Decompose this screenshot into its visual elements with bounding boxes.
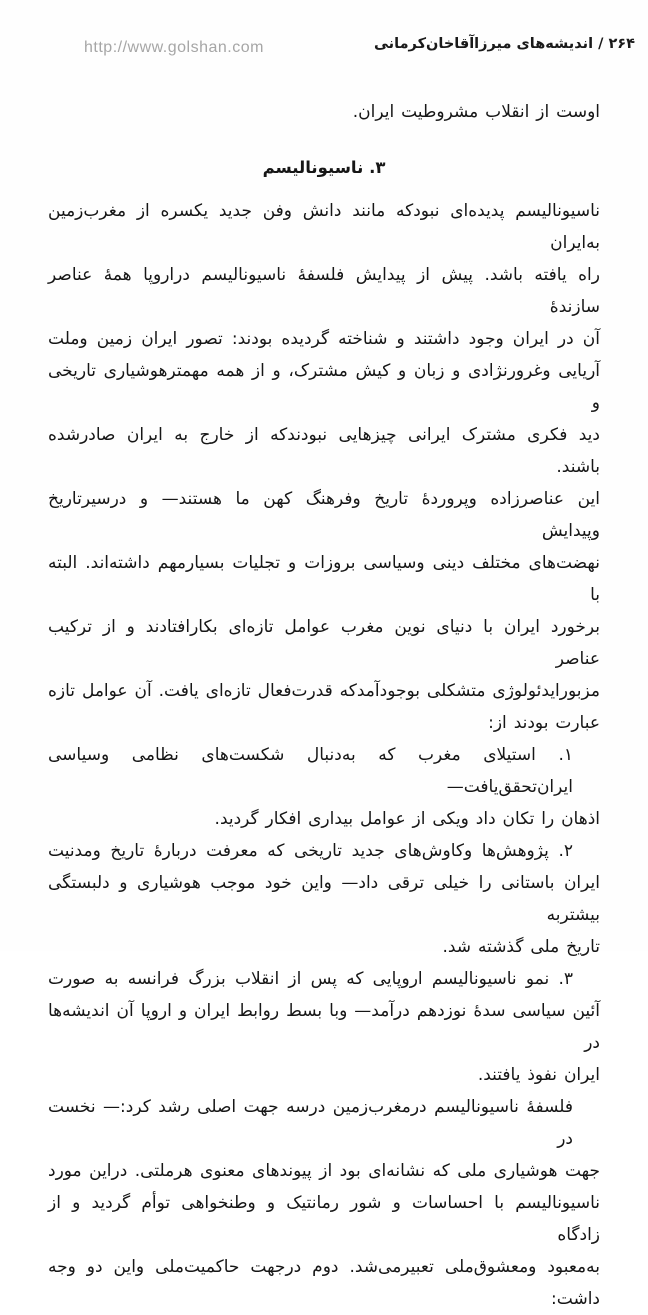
- watermark-url: http://www.golshan.com: [84, 39, 264, 56]
- text-line: اذهان را تکان داد ویکی از عوامل بیداری افکار گردید.: [214, 809, 600, 829]
- text-line: تاریخ ملی گذشته شد.: [442, 937, 600, 957]
- numbered-item-1: [48, 739, 600, 835]
- text-line: دید فکری مشترک ایرانی چیزهایی نبودندکه از خارج به ایران صادرشده باشند.: [48, 425, 600, 477]
- paragraph-nationalism-directions: [48, 1091, 600, 1315]
- text-line: برخورد ایران با دنیای نوین مغرب عوامل تازه‌ای بکارافتادند و از ترکیب عناصر: [48, 617, 600, 669]
- paragraph-nationalism-origins: [48, 195, 600, 739]
- text-line: آن در ایران وجود داشتند و شناخته گردیده بودند: تصور ایران زمین وملت: [48, 329, 600, 349]
- text-line: آریایی وغرورنژادی و زبان و کیش مشترک، و از همه مهمترهوشیاری تاریخی و: [48, 361, 600, 413]
- text-line: ۱. استیلای مغرب که به‌دنبال شکست‌های نظامی وسیاسی ایران‌تحقق‌یافت—: [48, 745, 573, 797]
- text-line: به‌معبود ومعشوق‌ملی تعبیرمی‌شد. دوم درجهت حاکمیت‌ملی واین دو وجه داشت:: [48, 1257, 600, 1309]
- page-header: [0, 36, 648, 64]
- carryover-line: اوست از انقلاب مشروطیت ایران.: [352, 102, 600, 122]
- text-line: ایران باستانی را خیلی ترقی داد— واین خود موجب هوشیاری و دلبستگی بیشتربه: [48, 873, 600, 925]
- running-title-page-number: ۲۶۴ / اندیشه‌های میرزاآقاخان‌کرمانی: [374, 36, 635, 52]
- body-text: [48, 97, 600, 1315]
- text-line: این عناصرزاده وپروردهٔ تاریخ وفرهنگ کهن ما هستند— و درسیرتاریخ وپیدایش: [48, 489, 600, 541]
- text-line: ناسیونالیسم پدیده‌ای نبودکه مانند دانش وفن جدید یکسره از مغرب‌زمین به‌ایران: [48, 201, 600, 253]
- text-line: ناسیونالیسم با احساسات و شور رمانتیک و وطنخواهی توأم گردید و از زادگاه: [48, 1193, 600, 1245]
- text-line: ایران نفوذ یافتند.: [477, 1065, 600, 1085]
- text-line: عبارت بودند از:: [488, 713, 600, 733]
- text-line: مزبورایدئولوژی متشکلی بوجودآمدکه قدرت‌فعال تازه‌ای یافت. آن عوامل تازه: [48, 681, 600, 701]
- text-line: ۳. نمو ناسیونالیسم اروپایی که پس از انقلاب بزرگ فرانسه به صورت: [48, 969, 573, 989]
- numbered-item-3: [48, 963, 600, 1091]
- section-heading: ۳. ناسیونالیسم: [262, 158, 386, 177]
- text-line: جهت هوشیاری ملی که نشانه‌ای بود از پیوندهای معنوی هرملتی. دراین مورد: [48, 1161, 600, 1181]
- text-line: ۲. پژوهش‌ها وکاوش‌های جدید تاریخی که معرفت دربارهٔ تاریخ ومدنیت: [48, 841, 573, 861]
- text-line: فلسفهٔ ناسیونالیسم درمغرب‌زمین درسه جهت اصلی رشد کرد:— نخست در: [48, 1097, 573, 1149]
- text-line: راه یافته باشد. پیش از پیدایش فلسفهٔ ناسیونالیسم دراروپا همهٔ عناصر سازندهٔ: [48, 265, 600, 317]
- numbered-item-2: [48, 835, 600, 963]
- text-line: نهضت‌های مختلف دینی وسیاسی بروزات و تجلیات بسیارمهم داشته‌اند. البته با: [48, 553, 600, 605]
- text-line: آئین سیاسی سدهٔ نوزدهم درآمد— وبا بسط روابط ایران و اروپا آن اندیشه‌ها در: [48, 1001, 600, 1053]
